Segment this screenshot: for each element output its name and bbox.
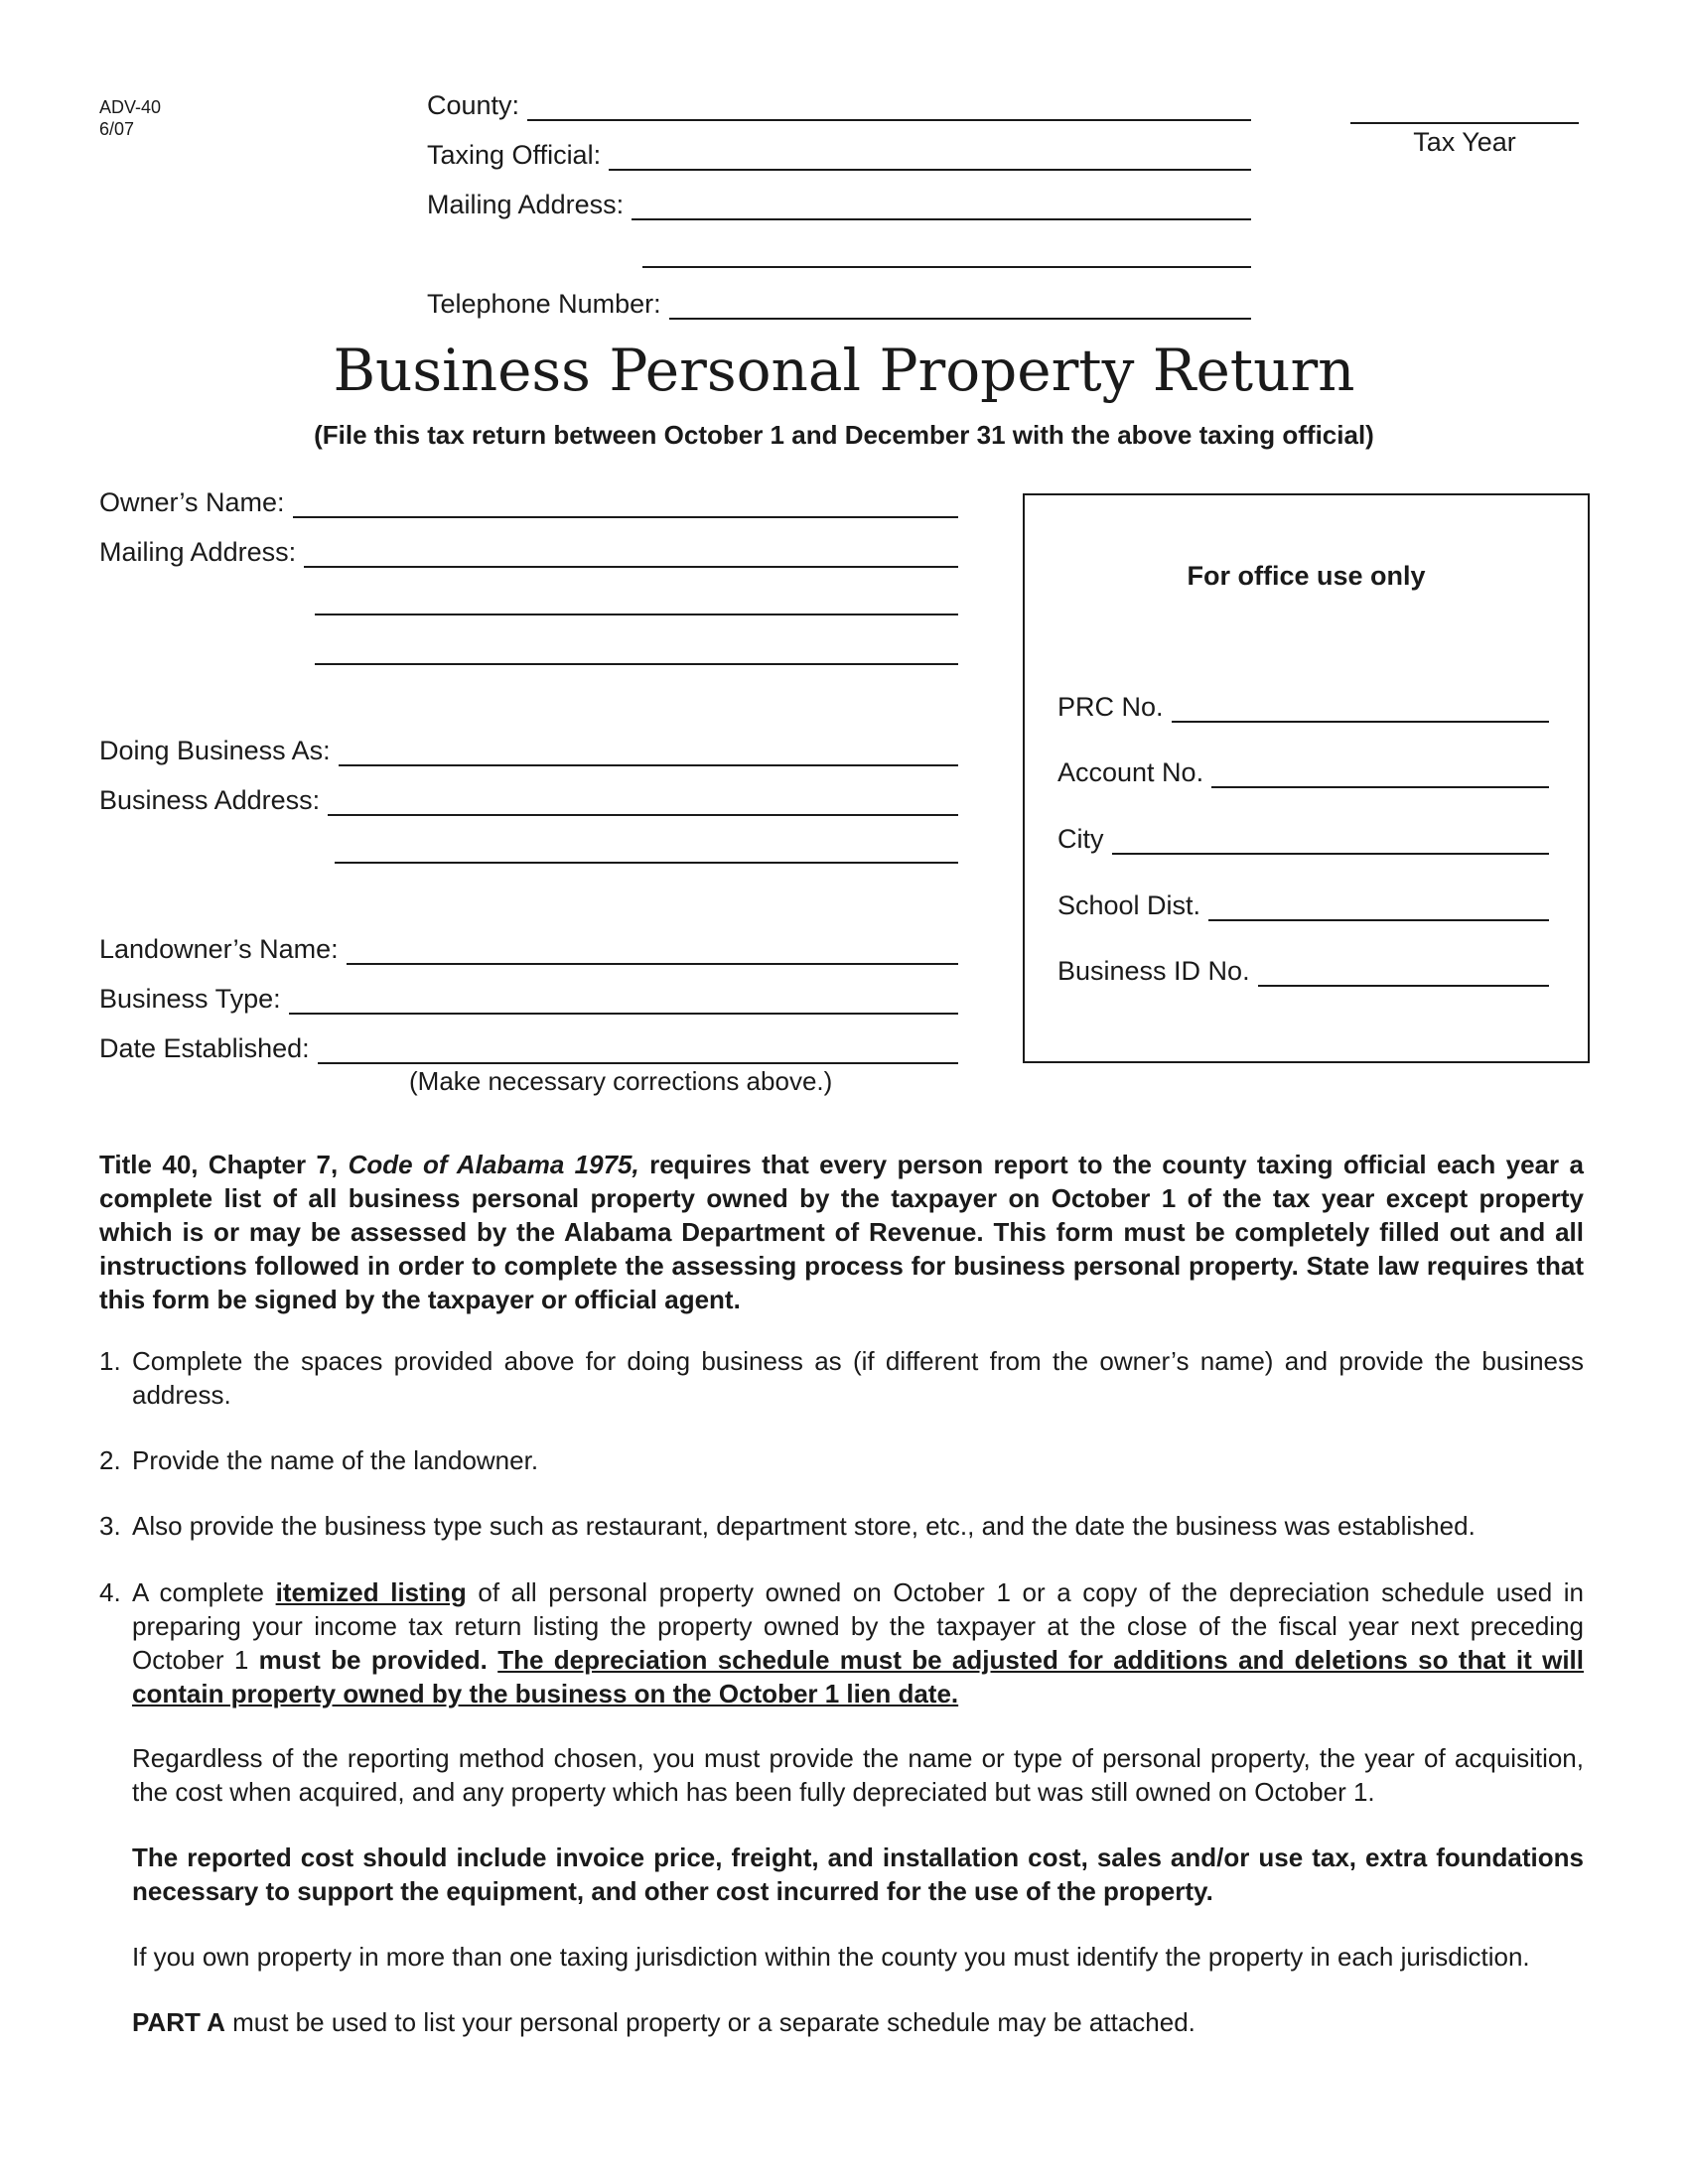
date-established-label: Date Established: <box>99 1033 310 1063</box>
code-reference: Code of Alabama 1975, <box>348 1150 639 1179</box>
tax-year-line[interactable] <box>1350 122 1579 124</box>
instruction-4-text-d: must be provided. <box>258 1645 498 1675</box>
prc-no-field[interactable] <box>1057 691 1549 723</box>
part-a-paragraph <box>132 2005 1584 2039</box>
taxing-official-line[interactable] <box>609 145 1251 171</box>
business-type-label: Business Type: <box>99 984 281 1014</box>
owner-mailing-address-line-3[interactable] <box>315 663 958 665</box>
owner-mailing-address-line-2[interactable] <box>315 614 958 615</box>
office-use-title: For office use only <box>1187 561 1426 591</box>
instruction-4-text-c: of all personal property owned on October 1 or a copy of the depreciation schedule used in preparing your income tax return listing the property owned by the taxpayer at the close of the fiscal year next preceding October 1 <box>132 1577 1584 1675</box>
instruction-text <box>132 1575 1584 1710</box>
landowners-name-field[interactable] <box>99 933 958 965</box>
intro-part1: Title 40, Chapter 7, <box>99 1150 349 1179</box>
reported-cost-paragraph: The reported cost should include invoice price, freight, and installation cost, sales and/or use tax, extra foundations necessary to support the equipment, and other cost incurred for the use of the property. <box>132 1843 1584 1906</box>
business-address-line-2[interactable] <box>335 862 958 864</box>
business-id-line[interactable] <box>1258 961 1549 987</box>
school-dist-line[interactable] <box>1208 895 1549 921</box>
header-mailing-address-line[interactable] <box>632 195 1251 220</box>
date-established-line[interactable] <box>318 1038 958 1064</box>
owner-mailing-address-label: Mailing Address: <box>99 537 297 567</box>
jurisdiction-paragraph: If you own property in more than one taxing jurisdiction within the county you must identify the property in each jurisdiction. <box>132 1942 1530 1972</box>
county-field[interactable] <box>427 89 1251 121</box>
business-address-label: Business Address: <box>99 785 321 815</box>
header-mailing-address-label: Mailing Address: <box>427 190 625 219</box>
prc-no-label: PRC No. <box>1057 692 1164 722</box>
instruction-number: 1. <box>99 1346 121 1376</box>
doing-business-as-field[interactable] <box>99 735 958 766</box>
business-address-field[interactable] <box>99 784 958 816</box>
instruction-item <box>99 1344 1584 1412</box>
city-field[interactable] <box>1057 823 1549 855</box>
telephone-label: Telephone Number: <box>427 289 661 319</box>
business-id-label: Business ID No. <box>1057 956 1250 986</box>
intro-part2: requires that every person report to the county taxing official each year a complete list of all business personal property owned by the taxpayer on October 1 of the tax year except property which is or may be assessed by the Alabama Department of Revenue. This form must be completely filled out and all instructions followed in order to complete the assessing process for business personal property. State law requires that this form be signed by the taxpayer or official agent. <box>99 1150 1584 1314</box>
landowners-name-label: Landowner’s Name: <box>99 934 339 964</box>
account-no-line[interactable] <box>1211 762 1549 788</box>
part-a-text: must be used to list your personal property or a separate schedule may be attached. <box>224 2007 1196 2037</box>
city-line[interactable] <box>1112 829 1550 855</box>
business-type-line[interactable] <box>289 989 958 1015</box>
account-no-field[interactable] <box>1057 756 1549 788</box>
account-no-label: Account No. <box>1057 757 1204 787</box>
owners-name-field[interactable] <box>99 486 958 518</box>
part-a-label: PART A <box>132 2007 225 2037</box>
page-subtitle: (File this tax return between October 1 and December 31 with the above taxing official) <box>314 420 1374 450</box>
corrections-note: (Make necessary corrections above.) <box>409 1066 833 1096</box>
instruction-number: 4. <box>99 1577 121 1607</box>
business-id-field[interactable] <box>1057 955 1549 987</box>
instruction-text: Provide the name of the landowner. <box>132 1445 539 1475</box>
date-established-field[interactable] <box>99 1032 958 1064</box>
telephone-field[interactable] <box>427 288 1251 320</box>
instruction-text: Complete the spaces provided above for doing business as (if different from the owner’s name) and provide the business address. <box>132 1346 1584 1410</box>
city-label: City <box>1057 824 1104 854</box>
doing-business-as-line[interactable] <box>339 741 958 766</box>
office-use-box <box>1023 493 1590 1063</box>
instruction-item <box>99 1443 1584 1477</box>
county-line[interactable] <box>527 95 1251 121</box>
business-type-field[interactable] <box>99 983 958 1015</box>
instruction-item <box>99 1575 1584 1710</box>
instruction-number: 2. <box>99 1445 121 1475</box>
form-code: ADV-40 <box>99 97 162 117</box>
taxing-official-label: Taxing Official: <box>427 140 602 170</box>
telephone-line[interactable] <box>669 294 1251 320</box>
instruction-number: 3. <box>99 1511 121 1541</box>
school-dist-label: School Dist. <box>1057 890 1201 920</box>
header-mailing-address-field[interactable] <box>427 189 1251 220</box>
instruction-item <box>99 1509 1584 1543</box>
school-dist-field[interactable] <box>1057 889 1549 921</box>
owners-name-label: Owner’s Name: <box>99 487 285 517</box>
tax-year-label: Tax Year <box>1413 127 1516 157</box>
form-revision: 6/07 <box>99 119 135 139</box>
itemized-listing-emphasis: itemized listing <box>275 1577 467 1607</box>
owner-mailing-address-field[interactable] <box>99 536 958 568</box>
taxing-official-field[interactable] <box>427 139 1251 171</box>
landowners-name-line[interactable] <box>347 939 958 965</box>
owner-mailing-address-line[interactable] <box>304 542 958 568</box>
instruction-4-text-a: A complete <box>132 1577 276 1607</box>
page-title: Business Personal Property Return <box>333 337 1355 404</box>
depreciation-adjustment-emphasis: The depreciation schedule must be adjusted for additions and deletions so that it will contain property owned by the business on the October 1 lien date. <box>132 1645 1584 1708</box>
header-mailing-address-line-2[interactable] <box>642 266 1251 268</box>
doing-business-as-label: Doing Business As: <box>99 736 331 765</box>
instruction-text: Also provide the business type such as restaurant, department store, etc., and the date the business was established. <box>132 1511 1476 1541</box>
prc-no-line[interactable] <box>1172 697 1549 723</box>
intro-paragraph <box>99 1148 1584 1316</box>
business-address-line[interactable] <box>328 790 958 816</box>
regardless-paragraph: Regardless of the reporting method chosen, you must provide the name or type of personal property, the year of acquisition, the cost when acquired, and any property which has been fully depreciated but was still owned on October 1. <box>132 1743 1584 1807</box>
county-label: County: <box>427 90 520 120</box>
owners-name-line[interactable] <box>293 492 958 518</box>
